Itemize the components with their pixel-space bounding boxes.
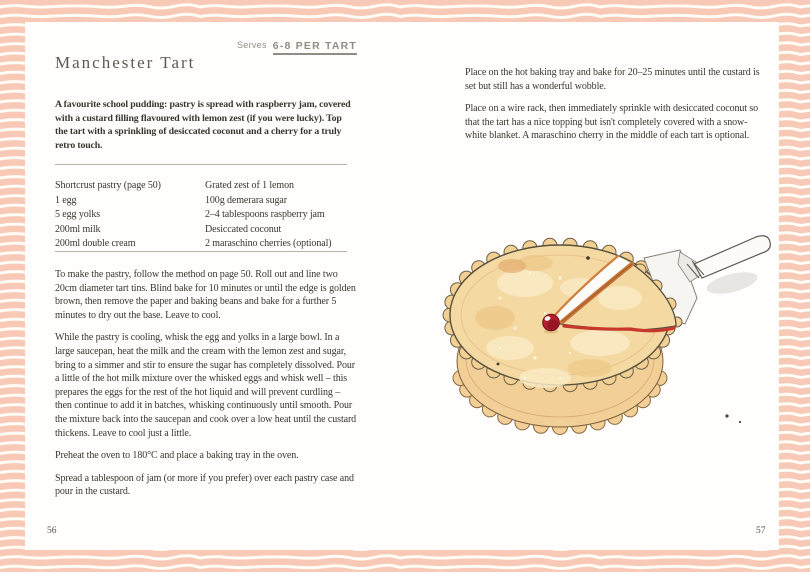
recipe-intro: A favourite school pudding: pastry is spread with raspberry jam, covered with a custard filling flavoured with lemon zest (if you were lucky). Top the tart with a sprinkling of desiccated coconut and a cherry for a truly retro touch. <box>55 99 351 151</box>
ingredient: 5 egg yolks <box>55 209 101 221</box>
method-paragraph: To make the pastry, follow the method on page 50. Roll out and line two 20cm diameter tart tins. Blind bake for 10 minutes or until the edge is golden brown, then remove the paper and baking beans and bake for a further 5 minutes to dry out the base. Leave to cool. <box>55 269 356 321</box>
method-left-column <box>55 268 357 508</box>
ingredient: 100g demerara sugar <box>205 194 287 206</box>
crumbs <box>725 414 741 423</box>
recipe-title: Manchester Tart <box>55 53 196 72</box>
ingredients-column-2 <box>205 179 355 252</box>
ingredient: 200ml milk <box>55 223 101 235</box>
ingredient: Shortcrust pastry (page 50) <box>55 180 161 191</box>
ingredient: 2 maraschino cherries (optional) <box>205 238 332 250</box>
ingredient: Desiccated coconut <box>205 223 282 235</box>
method-paragraph: While the pastry is cooling, whisk the egg and yolks in a large bowl. In a large saucepan, heat the milk and the cream with the lemon zest and sugar, bring to a simmer and stir to ensure the sugar has completely dissolved. Pour a little of the hot milk mixture over the whisked eggs and whisk well – this prepares the eggs for the rest of the hot liquid and will prevent curdling – then continue to add it in batches, whisking continuously until smooth. Pour the mixture back into the saucepan and cook over a low heat until the custard thickens. Leave to cool just a little. <box>55 332 357 439</box>
method-right-column <box>465 66 767 152</box>
ingredients-column-1 <box>55 179 200 252</box>
page-number-right: 57 <box>756 526 766 536</box>
serves-value: 6-8 PER TART <box>273 40 357 55</box>
method-paragraph: Place on a wire rack, then immediately sprinkle with desiccated coconut so that the tart has a nice topping but isn't completely covered with a snow-white blanket. A maraschino cherry in the middle of each tart is optional. <box>465 103 759 142</box>
divider-rule-top <box>55 164 347 165</box>
serves-label: Serves <box>236 40 267 50</box>
tart-illustration <box>440 228 792 480</box>
page-number-left: 56 <box>47 526 57 536</box>
ingredient: Grated zest of 1 lemon <box>205 180 294 191</box>
method-paragraph: Preheat the oven to 180°C and place a baking tray in the oven. <box>55 450 299 462</box>
serves-line <box>55 36 357 54</box>
cherry <box>543 314 560 334</box>
ingredient: 200ml double cream <box>55 238 136 250</box>
server-handle <box>694 236 770 278</box>
page-spread <box>25 22 779 550</box>
ingredient: 2–4 tablespoons raspberry jam <box>205 209 325 221</box>
method-paragraph: Spread a tablespoon of jam (or more if you prefer) over each pastry case and pour in the custard. <box>55 472 354 498</box>
divider-rule-bottom <box>55 251 347 252</box>
ingredient: 1 egg <box>55 194 77 206</box>
method-paragraph: Place on the hot baking tray and bake for 20–25 minutes until the custard is set but still has a wonderful wobble. <box>465 67 760 92</box>
